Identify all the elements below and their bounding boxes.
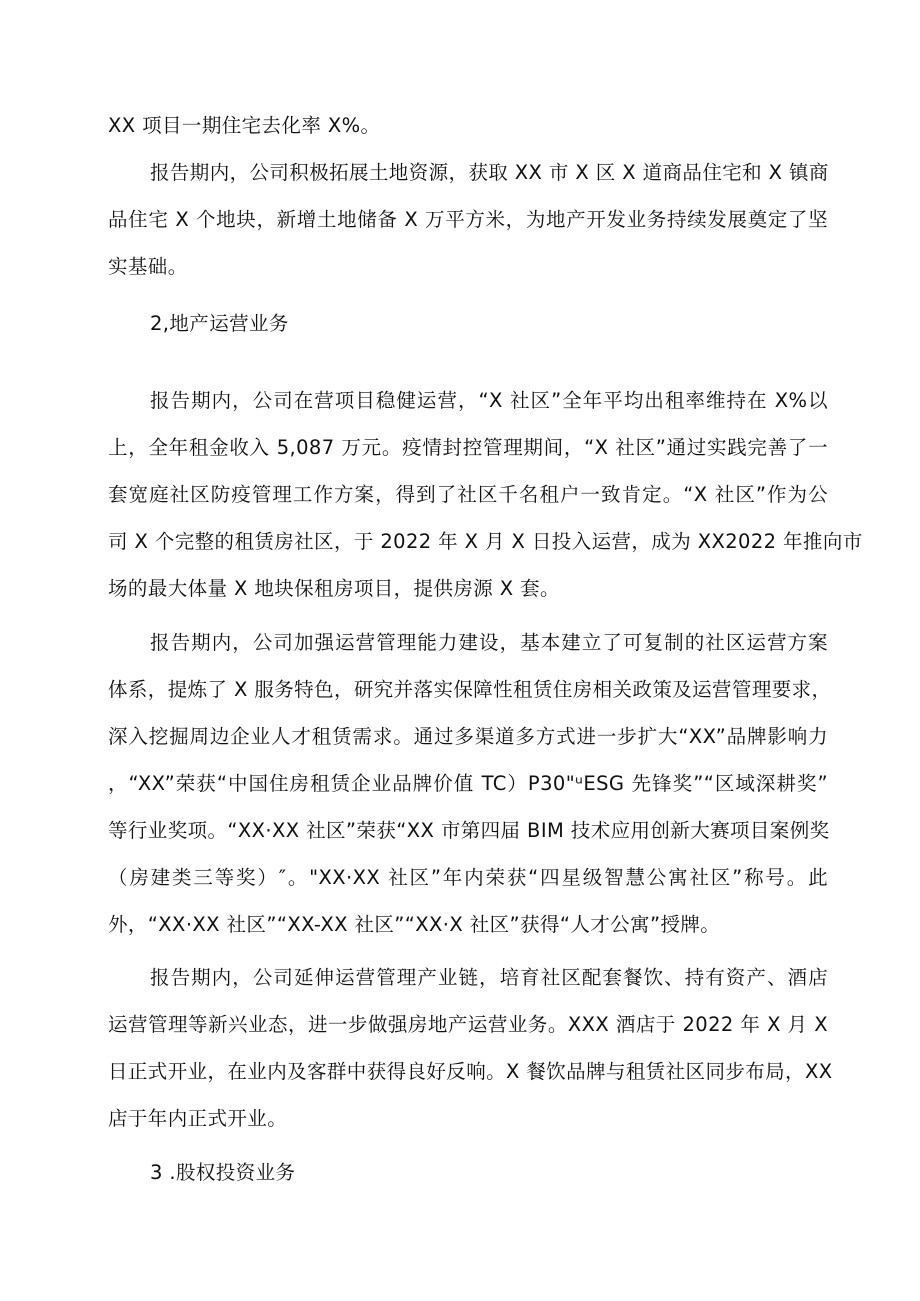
paragraph-line: XX 项目一期住宅去化率 X%。 <box>108 114 381 137</box>
section-heading: 3 .股权投资业务 <box>150 1161 296 1184</box>
paragraph-line: （房建类三等奖）″。"XX·XX 社区”年内荣获“四星级智慧公寓社区”称号。此 <box>108 866 828 889</box>
paragraph-line: 报告期内，公司在营项目稳健运营，“X 社区”全年平均出租率维持在 X%以 <box>150 389 828 412</box>
section-heading: 2,地产运营业务 <box>150 312 289 335</box>
paragraph-line: 深入挖掘周边企业人才租赁需求。通过多渠道多方式进一步扩大“XX”品牌影响力 <box>108 725 828 748</box>
paragraph-line: 外，“XX·XX 社区”“XX-XX 社区”“XX·X 社区”获得“人才公寓”授牌。 <box>108 913 721 936</box>
paragraph-line: 上，全年租金收入 5,087 万元。疫情封控管理期间，“X 社区”通过实践完善了一 <box>108 436 828 459</box>
paragraph-line: 日正式开业，在业内及客群中获得良好反响。X 餐饮品牌与租赁社区同步布局，XX <box>108 1060 833 1083</box>
paragraph-line: ，“XX”荣获“中国住房租赁企业品牌价值 TC）P30"ᵘESG 先锋奖”“区域深耕奖” <box>108 772 828 795</box>
paragraph-line: 店于年内正式开业。 <box>108 1107 288 1130</box>
paragraph-line: 运营管理等新兴业态，进一步做强房地产运营业务。XXX 酒店于 2022 年 X 月 X <box>108 1013 828 1036</box>
paragraph-line: 等行业奖项。“XX·XX 社区”荣获“XX 市第四届 BIM 技术应用创新大赛项目案例奖 <box>108 819 830 842</box>
paragraph-line: 报告期内，公司积极拓展土地资源，获取 XX 市 X 区 X 道商品住宅和 X 镇商 <box>150 161 829 184</box>
paragraph-line: 报告期内，公司加强运营管理能力建设，基本建立了可复制的社区运营方案 <box>150 631 828 654</box>
paragraph-line: 司 X 个完整的租赁房社区，于 2022 年 X 月 X 日投入运营，成为 XX2022 年推向市 <box>108 530 863 553</box>
paragraph-line: 套宽庭社区防疫管理工作方案，得到了社区千名租户一致肯定。“X 社区”作为公 <box>108 483 828 506</box>
paragraph-line: 体系，提炼了 X 服务特色，研究并落实保障性租赁住房相关政策及运营管理要求， <box>108 678 832 701</box>
paragraph-line: 报告期内，公司延伸运营管理产业链，培育社区配套餐饮、持有资产、酒店 <box>150 966 828 989</box>
paragraph-line: 品住宅 X 个地块，新增土地储备 X 万平方米，为地产开发业务持续发展奠定了坚 <box>108 208 828 231</box>
paragraph-line: 场的最大体量 X 地块保租房项目，提供房源 X 套。 <box>108 577 560 600</box>
paragraph-line: 实基础。 <box>108 255 188 278</box>
